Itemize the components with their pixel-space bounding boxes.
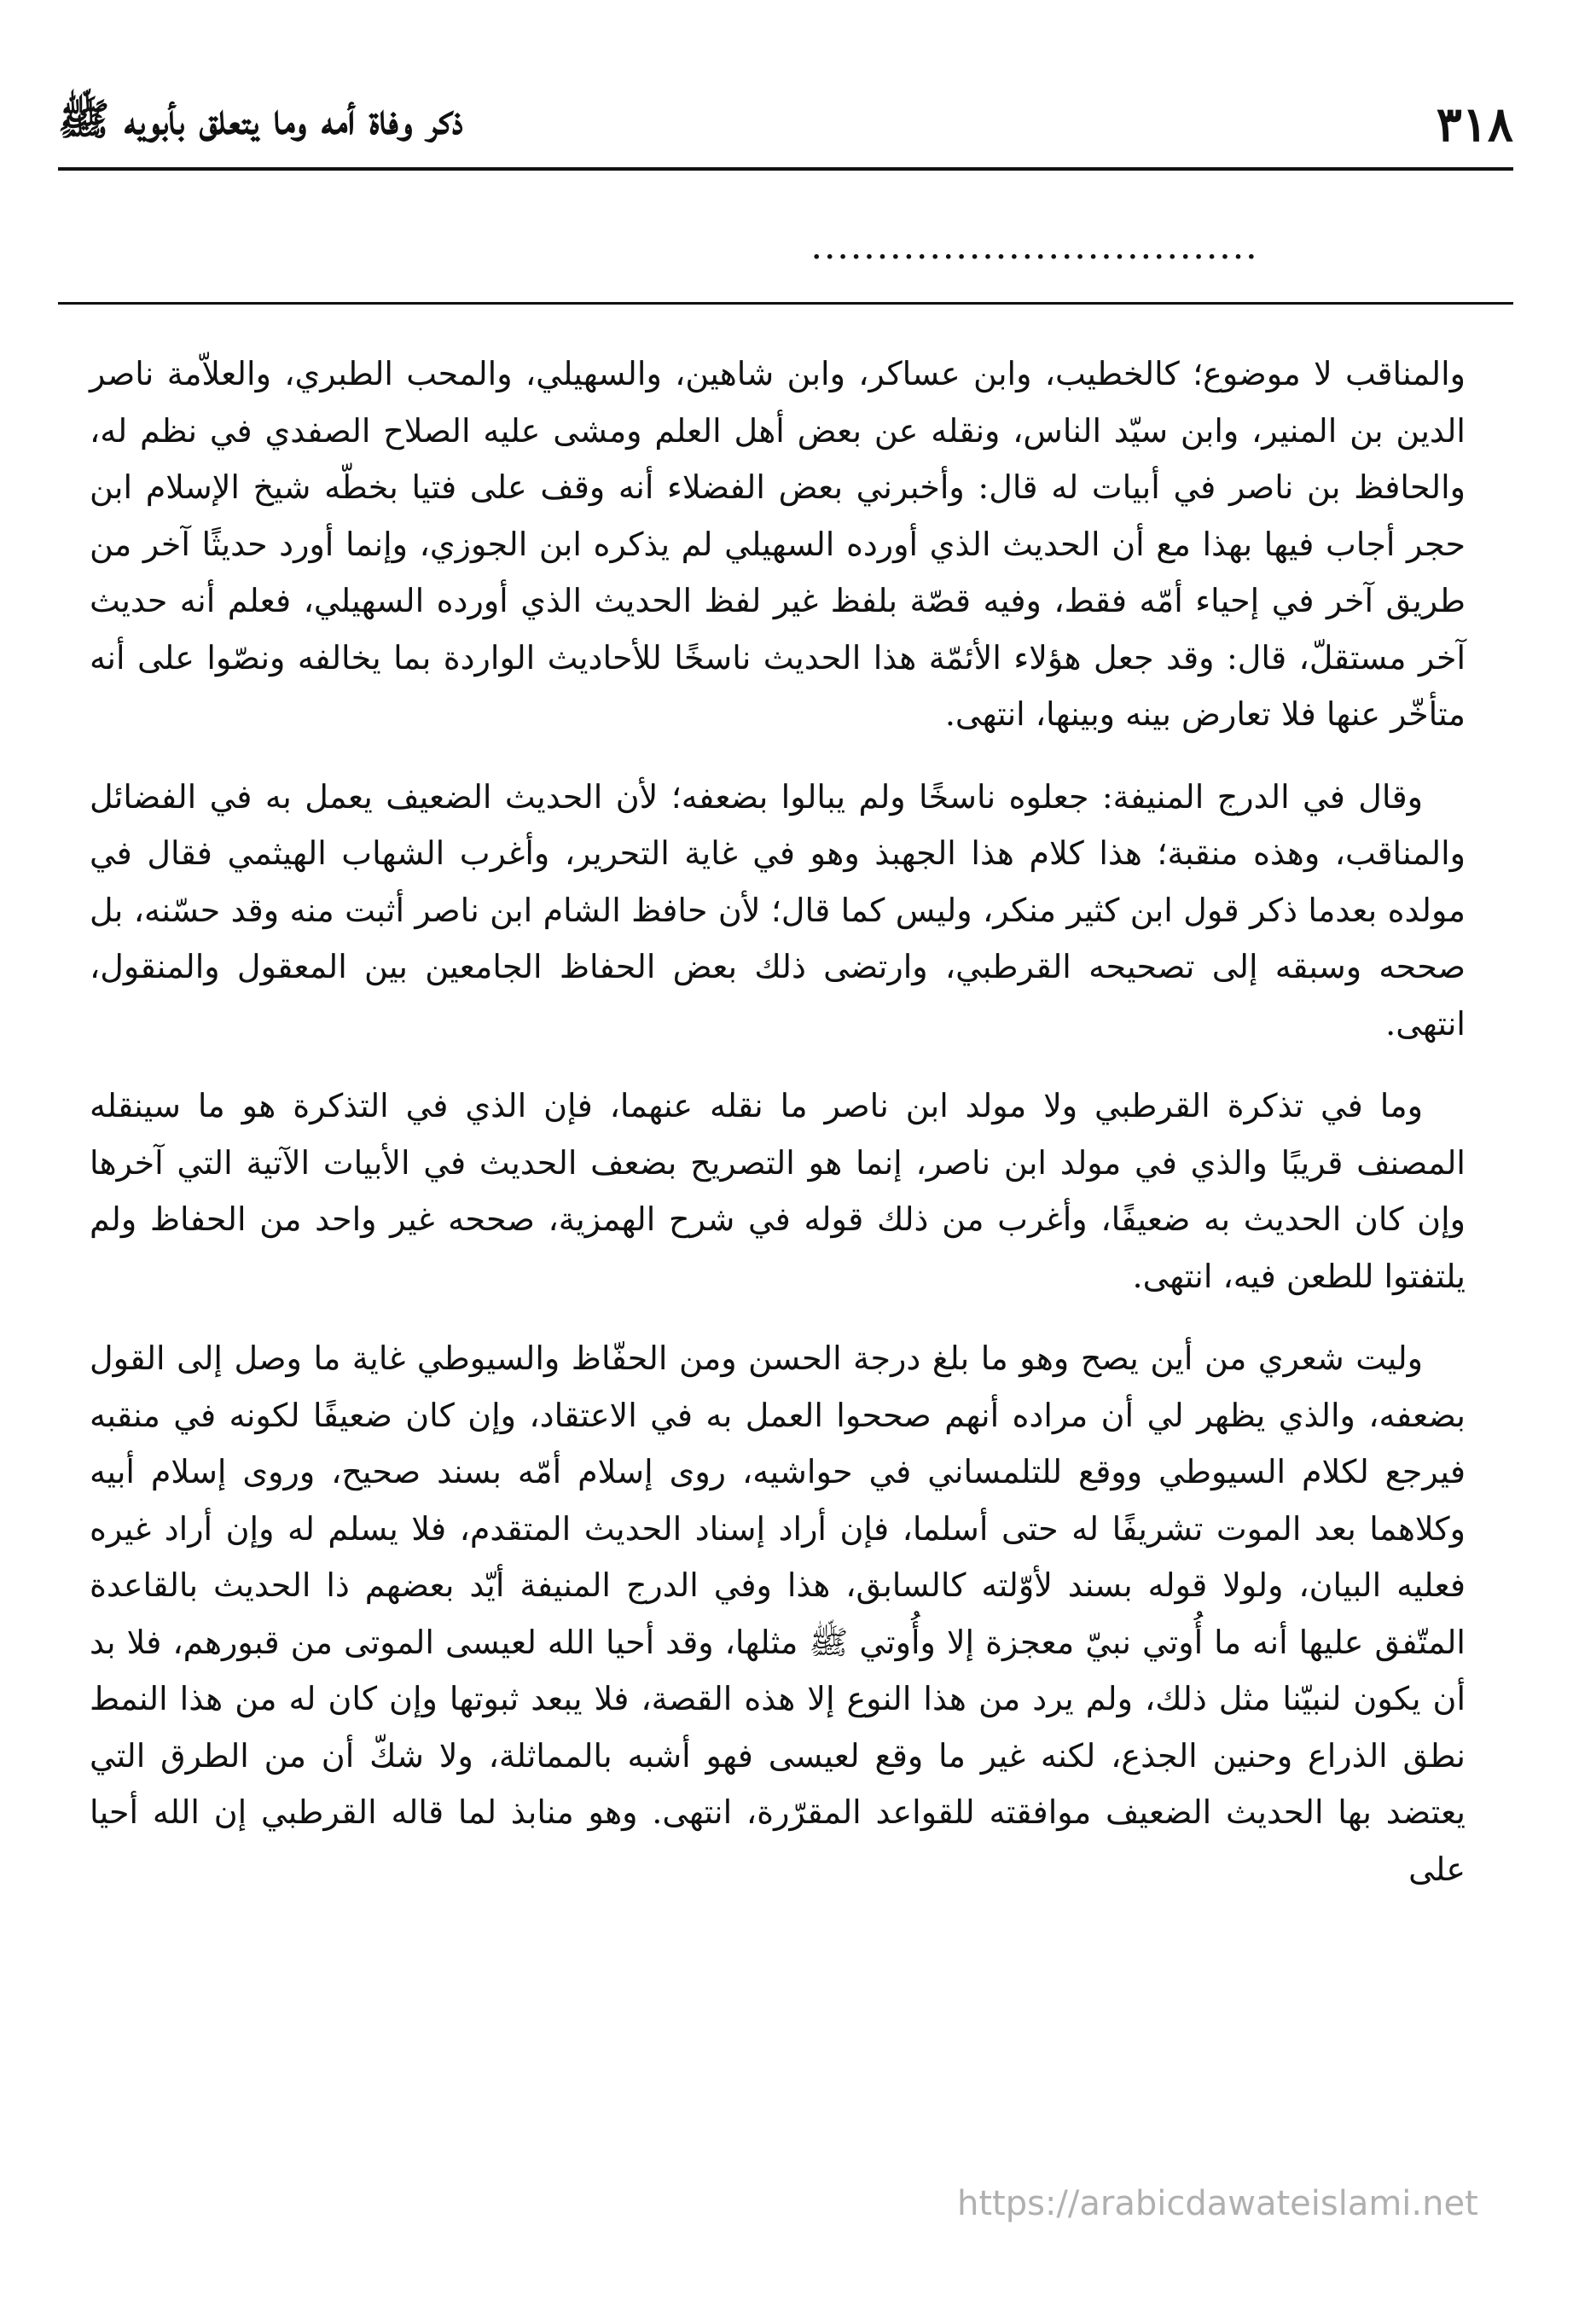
paragraph-2: وقال في الدرج المنيفة: جعلوه ناسخًا ولم يبالوا بضعفه؛ لأن الحديث الضعيف يعمل به في الفضائل والمناقب، وهذه منقبة؛ هذا كلام هذا الجهبذ وهو في غاية التحرير، وأغرب الشهاب الهيثمي فقال في مولده بعدما ذكر قول ابن كثير منكر، وليس كما قال؛ لأن حافظ الشام ابن ناصر أثبت منه وقد حسّنه، بل صححه وسبقه إلى تصحيحه القرطبي، وارتضى ذلك بعض الحفاظ الجامعين بين المعقول والمنقول، انتهى. [90, 777, 1466, 1043]
paragraph-4: وليت شعري من أين يصح وهو ما بلغ درجة الحسن ومن الحفّاظ والسيوطي غاية ما وصل إلى القول بضعفه، والذي يظهر لي أن مراده أنهم صححوا العمل به في الاعتقاد، وإن كان ضعيفًا لكونه في منقبه فيرجع لكلام السيوطي ووقع للتلمساني في حواشيه، روى إسلام أمّه بسند صحيح، وروى إسلام أبيه وكلاهما بعد الموت تشريفًا له حتى أسلما، فإن أراد إسناد الحديث المتقدم، فلا يسلم له وإن أراد غيره فعليه البيان، ولولا قوله بسند لأوّلته كالسابق، هذا وفي الدرج المنيفة أيّد بعضهم ذا الحديث بالقاعدة المتّفق عليها أنه ما أُوتي نبيّ معجزة إلا وأُوتي ﷺ مثلها، وقد أحيا الله لعيسى الموتى من قبورهم، فلا بد أن يكون لنبيّنا مثل ذلك، ولم يرد من هذا النوع إلا هذه القصة، فلا يبعد ثبوتها وإن كان له من هذا النمط نطق الذراع وحنين الجذع، لكنه غير ما وقع لعيسى فهو أشبه بالمماثلة، ولا شكّ أن من الطرق التي يعتضد بها الحديث الضعيف موافقته للقواعد المقرّرة، انتهى. وهو منابذ لما قاله القرطبي إن الله أحيا على [90, 1339, 1466, 1888]
running-title: ذكر وفاة أمه وما يتعلق بأبويه ﷺ [58, 94, 463, 144]
paragraph-3: وما في تذكرة القرطبي ولا مولد ابن ناصر ما نقله عنهما، فإن الذي في التذكرة هو ما سينقله المصنف قريبًا والذي في مولد ابن ناصر، إنما هو التصريح بضعف الحديث في الأبيات الآتية التي آخرها وإن كان الحديث به ضعيفًا، وأغرب من ذلك قوله في شرح الهمزية، صححه غير واحد من الحفاظ ولم يلتفتوا للطعن فيه، انتهى. [90, 1087, 1466, 1295]
body-text [90, 346, 1466, 1923]
watermark-url: https://arabicdawateislami.net [957, 2184, 1478, 2223]
page-header [58, 82, 1513, 167]
section-rule [58, 302, 1513, 305]
header-rule [58, 167, 1513, 171]
page-number: ٣١٨ [1436, 96, 1513, 153]
paragraph-1: والمناقب لا موضوع؛ كالخطيب، وابن عساكر، وابن شاهين، والسهيلي، والمحب الطبري، والعلاّمة ناصر الدين بن المنير، وابن سيّد الناس، ونقله عن بعض أهل العلم ومشى عليه الصلاح الصفدي في نظم له، والحافظ بن ناصر في أبيات له قال: وأخبرني بعض الفضلاء أنه وقف على فتيا بخطّه شيخ الإسلام ابن حجر أجاب فيها بهذا مع أن الحديث الذي أورده السهيلي لم يذكره ابن الجوزي، وإنما أورد حديثًا آخر من طريق آخر في إحياء أمّه فقط، وفيه قصّة بلفظ غير لفظ الحديث الذي أورده السهيلي، فعلم أنه حديث آخر مستقلّ، قال: وقد جعل هؤلاء الأئمّة هذا الحديث ناسخًا للأحاديث الواردة بما يخالفه ونصّوا على أنه متأخّر عنها فلا تعارض بينه وبينها، انتهى. [90, 355, 1466, 733]
dotted-separator: .................................. [812, 235, 1261, 261]
